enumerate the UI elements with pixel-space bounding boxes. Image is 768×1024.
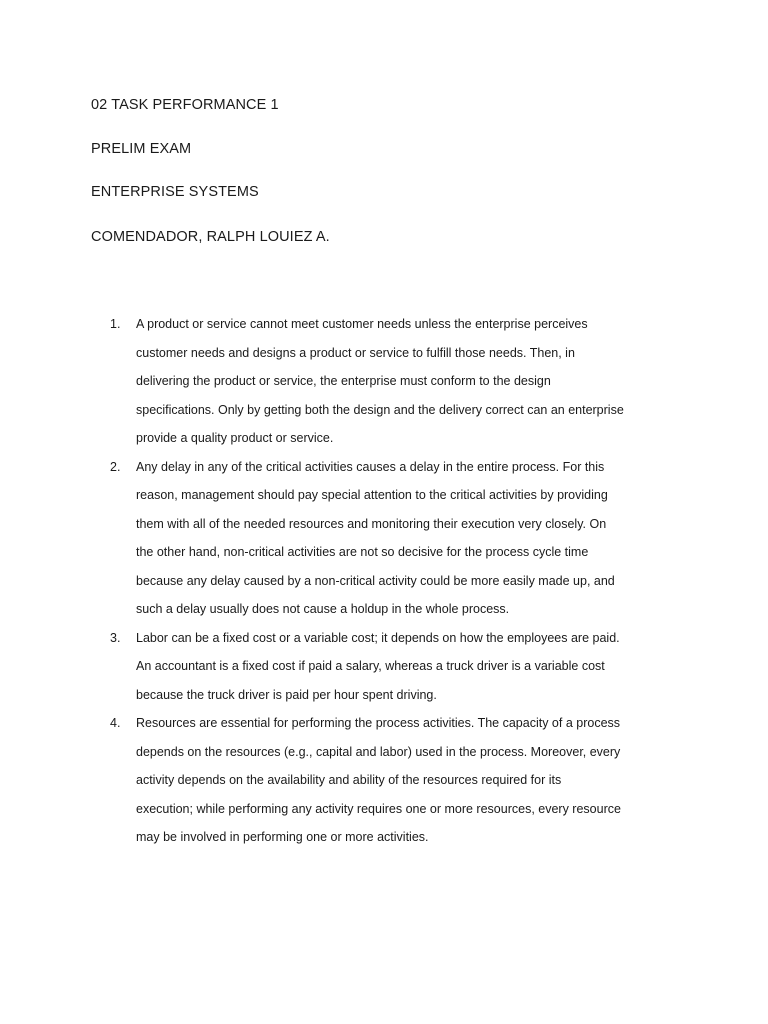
answer-number: 1. — [110, 317, 121, 331]
list-item — [0, 453, 768, 624]
answer-text: Resources are essential for performing the process activities. The capacity of a process depends on the resources (e.g., capital and labor) used in the process. Moreover, every activity depends on the availability and ability of the resources required for its execution; while performing any activity requires one or more resources, every resource may be involved in performing one or more activities. — [136, 716, 621, 844]
answer-text: Labor can be a fixed cost or a variable cost; it depends on how the employees are paid. An accountant is a fixed cost if paid a salary, whereas a truck driver is a variable cost because the truck driver is paid per hour spent driving. — [136, 630, 620, 702]
task-title: 02 TASK PERFORMANCE 1 — [91, 97, 279, 113]
answer-number: 3. — [110, 630, 121, 645]
answer-list — [0, 310, 768, 852]
answer-text: Any delay in any of the critical activities causes a delay in the entire process. For this reason, management should pay special attention to the critical activities by providing them with all of the needed resources and monitoring their execution very closely. On the other hand, non-critical activities are not so decisive for the process cycle time because any delay caused by a non-critical activity could be more easily made up, and such a delay usually does not cause a holdup in the whole process. — [136, 459, 615, 616]
exam-title: PRELIM EXAM — [91, 141, 192, 157]
list-item — [0, 310, 768, 453]
answer-number: 4. — [110, 716, 121, 730]
list-item — [0, 709, 768, 852]
subject-title: ENTERPRISE SYSTEMS — [91, 184, 259, 200]
student-name: COMENDADOR, RALPH LOUIEZ A. — [91, 229, 330, 245]
answer-number: 2. — [110, 459, 121, 474]
answer-text: A product or service cannot meet customer needs unless the enterprise perceives customer needs and designs a product or service to fulfill those needs. Then, in delivering the product or service, the enterprise must conform to the design specifications. Only by getting both the design and the delivery correct can an enterprise provide a quality product or service. — [136, 317, 624, 445]
list-item — [0, 624, 768, 710]
